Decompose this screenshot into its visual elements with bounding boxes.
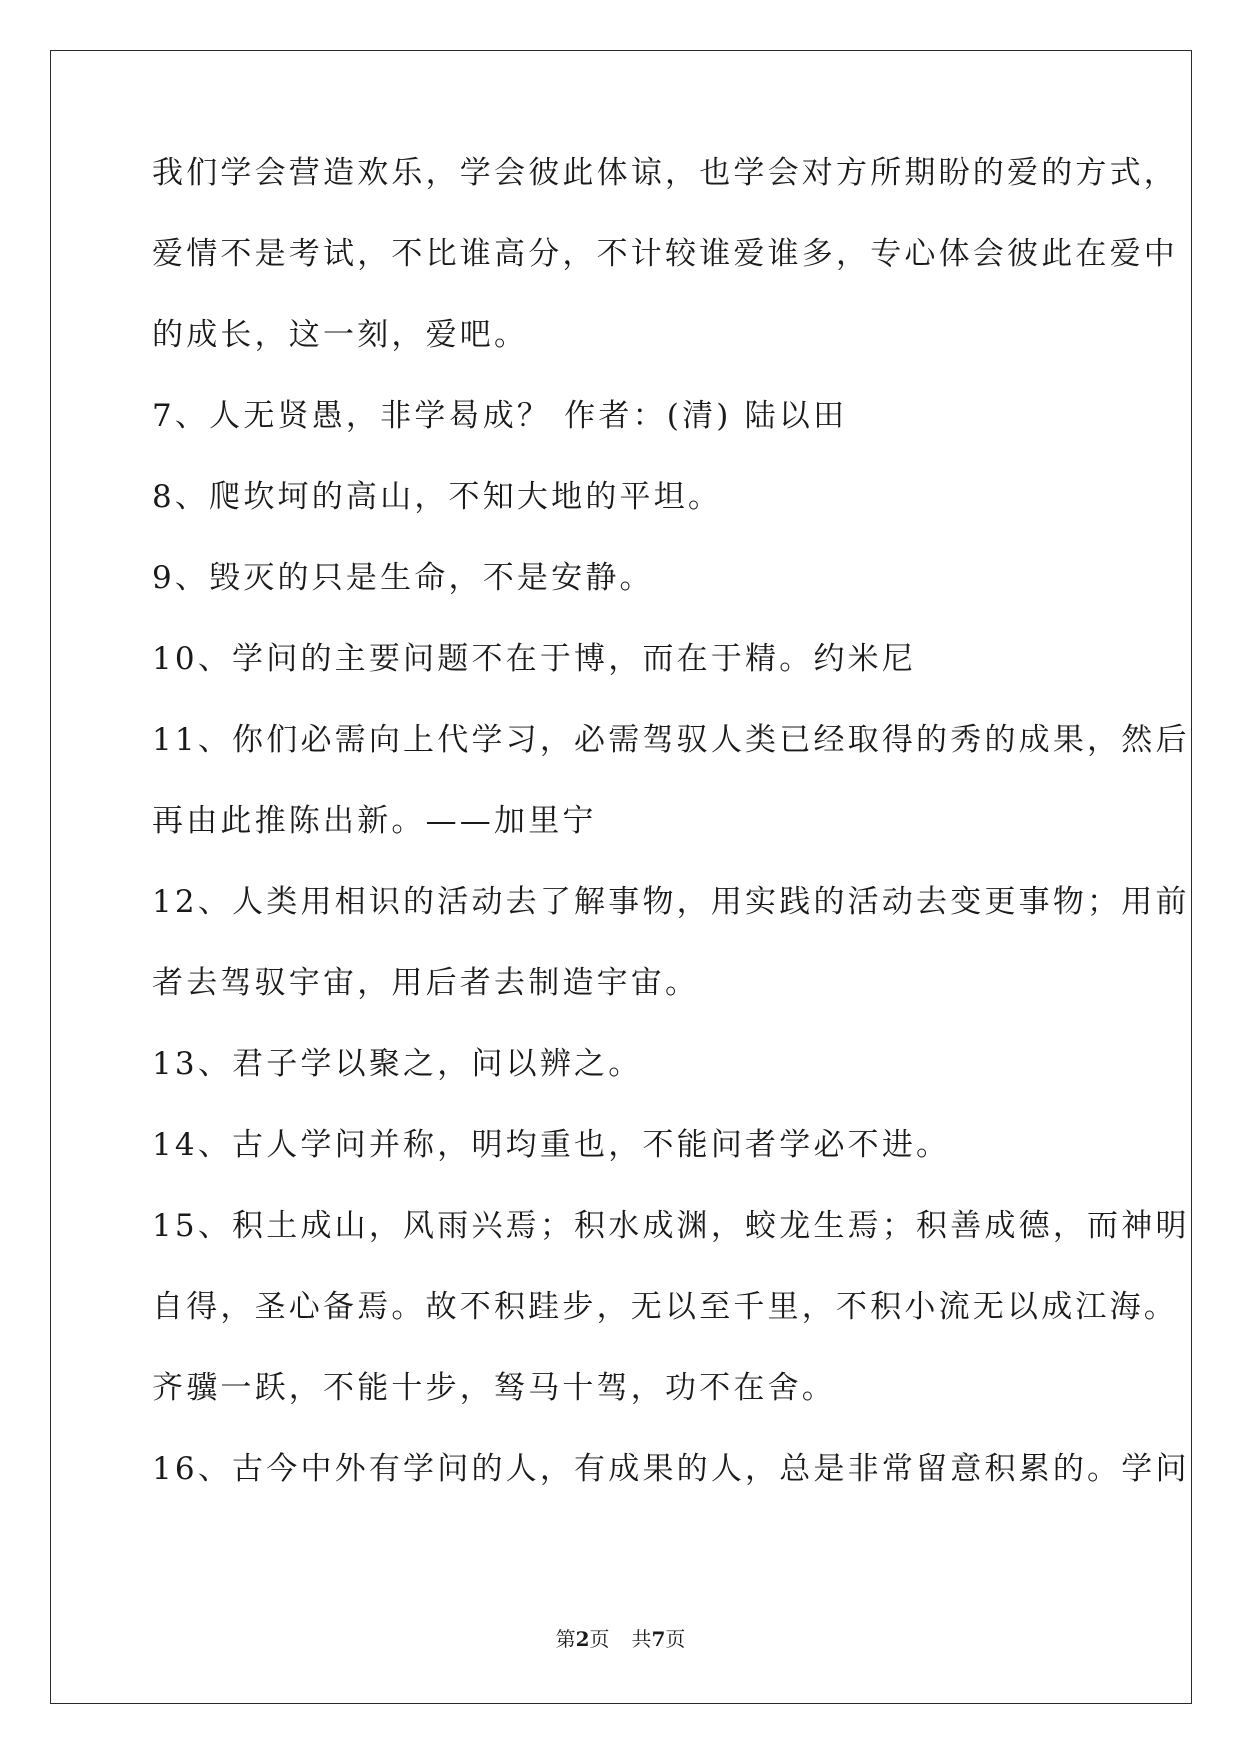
quote-11: 11、你们必需向上代学习，必需驾驭人类已经取得的秀的成果，然后 xyxy=(152,722,1190,758)
footer-page-total: 7 xyxy=(651,1627,666,1651)
quote-10: 10、学问的主要问题不在于博，而在于精。约米尼 xyxy=(152,641,917,677)
document-body xyxy=(152,153,1190,1530)
footer-page-current: 2 xyxy=(575,1627,590,1651)
quote-12-cont: 者去驾驭宇宙，用后者去制造宇宙。 xyxy=(152,965,700,1001)
footer-page-mid: 页 xyxy=(589,1627,610,1651)
footer-page-prefix: 第 xyxy=(555,1627,576,1651)
text-line: 我们学会营造欢乐，学会彼此体谅，也学会对方所期盼的爱的方式， xyxy=(152,155,1178,191)
text-line: 的成长，这一刻，爱吧。 xyxy=(152,317,529,353)
quote-15: 15、积土成山，风雨兴焉；积水成渊，蛟龙生焉；积善成德，而神明 xyxy=(152,1208,1190,1244)
quote-13: 13、君子学以聚之，问以辨之。 xyxy=(152,1046,643,1082)
footer-total-suffix: 页 xyxy=(665,1627,686,1651)
quote-14: 14、古人学问并称，明均重也，不能问者学必不进。 xyxy=(152,1127,951,1163)
quote-7: 7、人无贤愚，非学曷成？ 作者：(清) 陆以田 xyxy=(152,398,848,434)
quote-8: 8、爬坎坷的高山，不知大地的平坦。 xyxy=(152,479,723,515)
quote-15-cont: 自得，圣心备焉。故不积跬步，无以至千里，不积小流无以成江海。 xyxy=(152,1289,1178,1325)
quote-12: 12、人类用相识的活动去了解事物，用实践的活动去变更事物；用前 xyxy=(152,884,1190,920)
footer-total-prefix: 共 xyxy=(631,1627,652,1651)
page-footer xyxy=(0,1627,1241,1651)
quote-9: 9、毁灭的只是生命，不是安静。 xyxy=(152,560,654,596)
text-line: 爱情不是考试，不比谁高分，不计较谁爱谁多，专心体会彼此在爱中 xyxy=(152,236,1178,272)
quote-16: 16、古今中外有学问的人，有成果的人，总是非常留意积累的。学问 xyxy=(152,1451,1190,1487)
quote-11-cont: 再由此推陈出新。——加里宁 xyxy=(152,803,597,839)
quote-15-cont-2: 齐骥一跃，不能十步，驽马十驾，功不在舍。 xyxy=(152,1370,836,1406)
